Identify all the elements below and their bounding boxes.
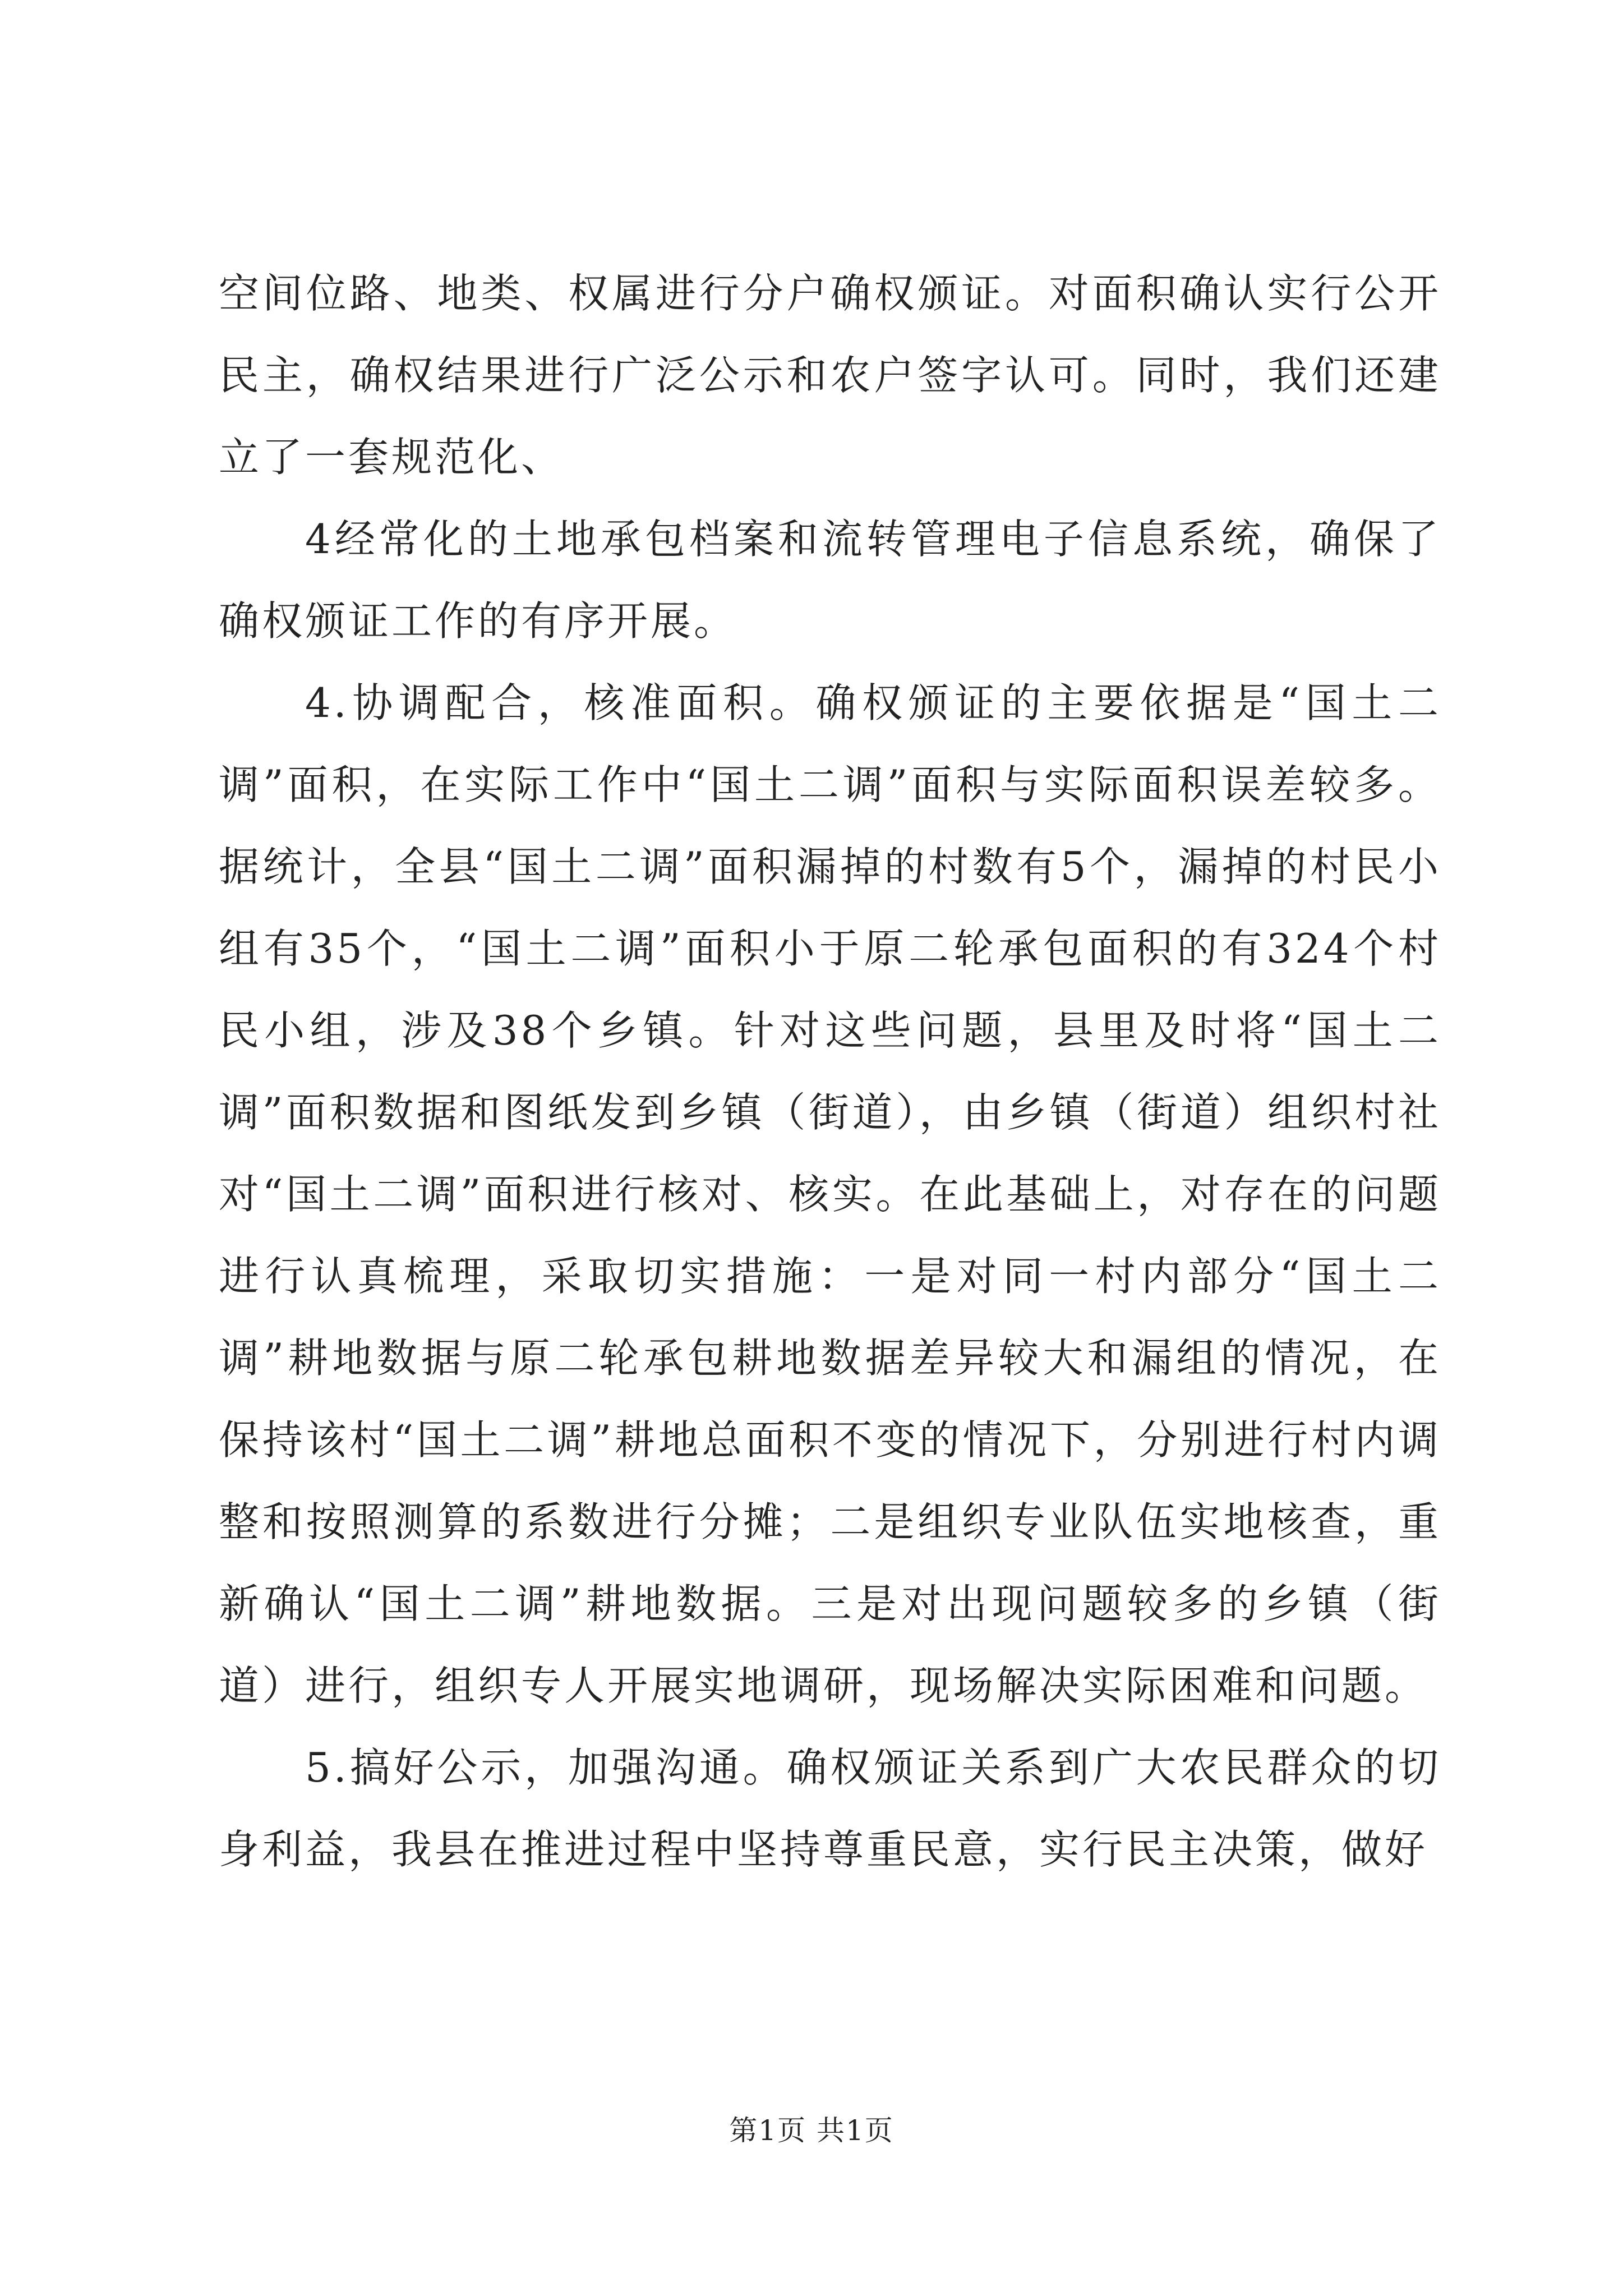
paragraph-section-4: 4.协调配合，核准面积。确权颁证的主要依据是“国土二调”面积，在实际工作中“国土二调”面积与实际面积误差较多。据统计，全县“国土二调”面积漏掉的村数有5个，漏掉的村民小组有35个，“国土二调”面积小于原二轮承包面积的有324个村民小组，涉及38个乡镇。针对这些问题，县里及时将“国土二调”面积数据和图纸发到乡镇（街道），由乡镇（街道）组织村社对“国土二调”面积进行核对、核实。在此基础上，对存在的问题进行认真梳理，采取切实措施：一是对同一村内部分“国土二调”耕地数据与原二轮承包耕地数据差异较大和漏组的情况，在保持该村“国土二调”耕地总面积不变的情况下，分别进行村内调整和按照测算的系数进行分摊；二是组织专业队伍实地核查，重新确认“国土二调”耕地数据。三是对出现问题较多的乡镇（街道）进行，组织专人开展实地调研，现场解决实际困难和问题。 <box>219 679 1441 1709</box>
paragraph-archive-system: 4经常化的土地承包档案和流转管理电子信息系统，确保了确权颁证工作的有序开展。 <box>219 516 1441 645</box>
paragraph-continuation: 空间位路、地类、权属进行分户确权颁证。对面积确认实行公开民主，确权结果进行广泛公示和农户签字认可。同时，我们还建立了一套规范化、 <box>219 270 1441 481</box>
page-footer: 第1页 共1页 <box>729 2114 894 2147</box>
paragraph-section-5: 5.搞好公示，加强沟通。确权颁证关系到广大农民群众的切身利益，我县在推进过程中坚持尊重民意，实行民主决策，做好 <box>219 1744 1441 1873</box>
document-body <box>219 252 1441 1890</box>
